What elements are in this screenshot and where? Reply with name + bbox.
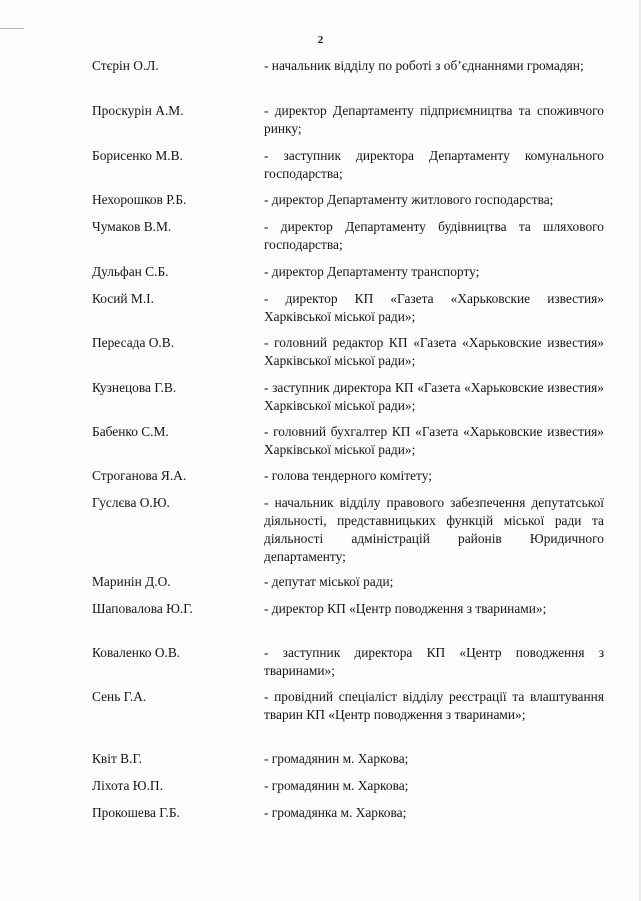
person-role: - директор Департаменту житлового господарства; bbox=[264, 192, 554, 207]
person-role: - директор Департаменту будівництва та шляхового господарства; bbox=[264, 219, 604, 252]
person-role: - головний редактор КП «Газета «Харьковские известия» Харківської міської ради»; bbox=[264, 335, 604, 368]
person-name: Коваленко О.В. bbox=[92, 645, 181, 660]
person-role: - головний бухгалтер КП «Газета «Харьковские известия» Харківської міської ради»; bbox=[264, 424, 604, 457]
person-name: Дульфан С.Б. bbox=[92, 264, 169, 279]
person-name: Прокошева Г.Б. bbox=[92, 805, 180, 820]
person-role: - директор Департаменту підприємництва та споживчого ринку; bbox=[264, 103, 604, 136]
person-role: - громадянка м. Харкова; bbox=[264, 805, 407, 820]
person-role: - заступник директора Департаменту комунального господарства; bbox=[264, 148, 604, 181]
person-name: Шаповалова Ю.Г. bbox=[92, 601, 193, 616]
person-role: - директор КП «Центр поводження з тваринами»; bbox=[264, 601, 547, 616]
person-name: Проскурін А.М. bbox=[92, 103, 184, 118]
person-name: Бабенко С.М. bbox=[92, 424, 169, 439]
person-name: Строганова Я.А. bbox=[92, 468, 187, 483]
person-name: Гуслєва О.Ю. bbox=[92, 495, 170, 510]
page-number: 2 bbox=[317, 34, 324, 46]
person-role: - начальник відділу по роботі з об’єднаннями громадян; bbox=[264, 58, 584, 73]
person-role: - голова тендерного комітету; bbox=[264, 468, 432, 483]
person-name: Косий М.І. bbox=[92, 291, 154, 306]
scan-artifact bbox=[0, 28, 24, 29]
person-name: Маринін Д.О. bbox=[92, 574, 171, 589]
person-name: Сень Г.А. bbox=[92, 689, 147, 704]
person-name: Квіт В.Г. bbox=[92, 751, 143, 766]
person-name: Стєрін О.Л. bbox=[92, 58, 159, 73]
person-name: Пересада О.В. bbox=[92, 335, 175, 350]
person-name: Ліхота Ю.П. bbox=[92, 778, 163, 793]
person-name: Борисенко М.В. bbox=[92, 148, 183, 163]
person-role: - провідний спеціаліст відділу реєстрації та влаштування тварин КП «Центр поводження з тваринами»; bbox=[264, 689, 604, 722]
person-role: - депутат міської ради; bbox=[264, 574, 394, 589]
person-role: - громадянин м. Харкова; bbox=[264, 751, 409, 766]
person-role: - заступник директора КП «Центр поводження з тваринами»; bbox=[264, 645, 604, 678]
person-role: - начальник відділу правового забезпечення депутатської діяльності, представницьких функцій міської ради та діяльності адміністрацій районів Юридичного департаменту; bbox=[264, 495, 604, 564]
person-name: Чумаков В.М. bbox=[92, 219, 172, 234]
person-role: - громадянин м. Харкова; bbox=[264, 778, 409, 793]
person-role: - директор Департаменту транспорту; bbox=[264, 264, 480, 279]
person-name: Кузнецова Г.В. bbox=[92, 380, 177, 395]
person-role: - заступник директора КП «Газета «Харьковские известия» Харківської міської ради»; bbox=[264, 380, 604, 413]
person-name: Нехорошков Р.Б. bbox=[92, 192, 187, 207]
person-role: - директор КП «Газета «Харьковские известия» Харківської міської ради»; bbox=[264, 291, 604, 324]
